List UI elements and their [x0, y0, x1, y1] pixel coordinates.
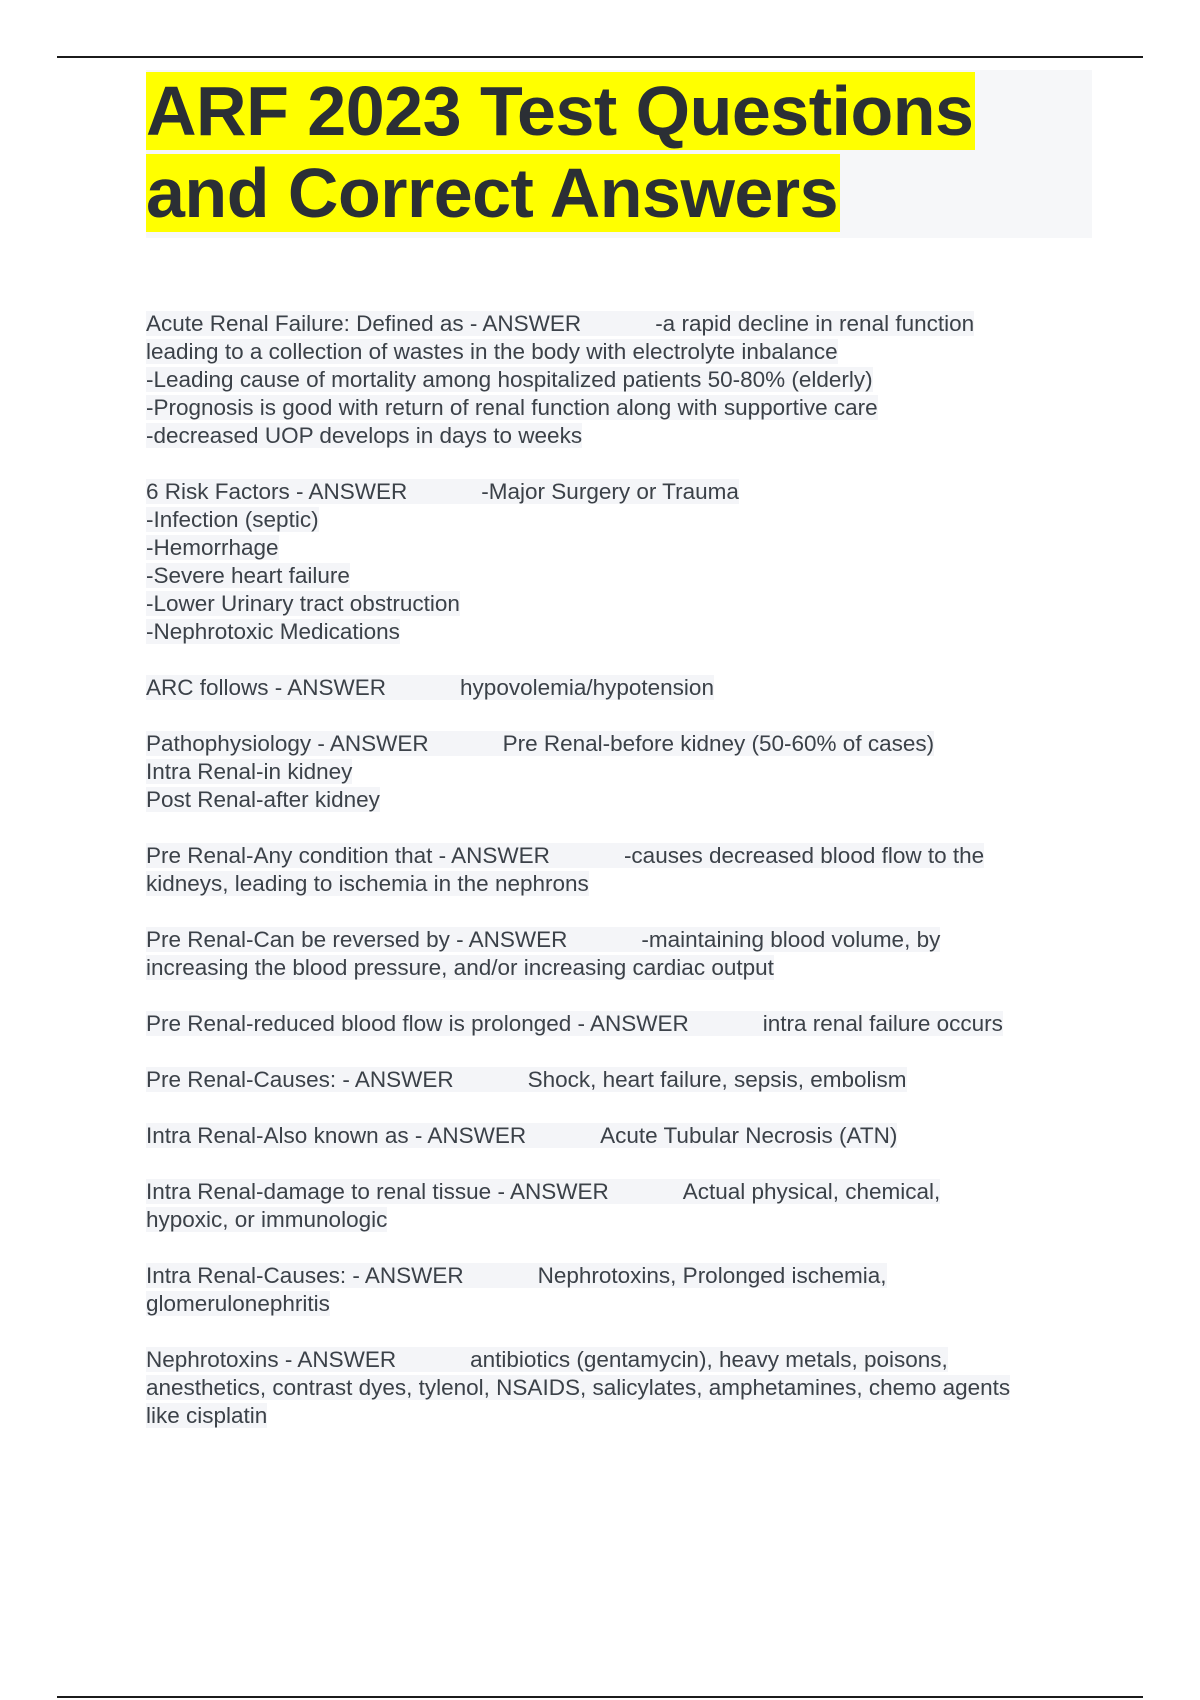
qa-line: [146, 310, 1106, 338]
question-text: 6 Risk Factors - ANSWER: [146, 479, 408, 504]
qa-item: [146, 478, 1106, 646]
qa-line: [146, 366, 1106, 394]
qa-line: [146, 1122, 1106, 1150]
qa-line: [146, 842, 1106, 870]
answer-text: Pre Renal-before kidney (50-60% of cases): [502, 731, 935, 756]
qa-line: [146, 478, 1106, 506]
answer-text: anesthetics, contrast dyes, tylenol, NSAIDS, salicylates, amphetamines, chemo agents: [146, 1375, 1011, 1400]
title-line-2: and Correct Answers: [146, 154, 839, 232]
answer-text: -Major Surgery or Trauma: [481, 479, 739, 504]
question-text: Pre Renal-Any condition that - ANSWER: [146, 843, 550, 868]
answer-text: Actual physical, chemical,: [682, 1179, 941, 1204]
answer-text: Acute Tubular Necrosis (ATN): [600, 1123, 898, 1148]
answer-text: -Infection (septic): [146, 507, 319, 532]
answer-text: kidneys, leading to ischemia in the nephrons: [146, 871, 589, 896]
qa-item: [146, 674, 1106, 702]
answer-text: -Severe heart failure: [146, 563, 350, 588]
qa-line: [146, 926, 1106, 954]
qa-line: [146, 1066, 1106, 1094]
qa-line: [146, 1402, 1106, 1430]
qa-line: [146, 618, 1106, 646]
answer-text: Post Renal-after kidney: [146, 787, 380, 812]
qa-item: [146, 730, 1106, 814]
question-text: Intra Renal-Also known as - ANSWER: [146, 1123, 527, 1148]
qa-list: [146, 310, 1106, 1458]
answer-text: increasing the blood pressure, and/or increasing cardiac output: [146, 955, 774, 980]
qa-item: [146, 1262, 1106, 1318]
qa-line: [146, 506, 1106, 534]
answer-text: -Hemorrhage: [146, 535, 279, 560]
page-title: [146, 70, 1092, 234]
question-text: Pre Renal-Can be reversed by - ANSWER: [146, 927, 568, 952]
top-divider: [57, 56, 1143, 58]
qa-line: [146, 338, 1106, 366]
qa-line: [146, 730, 1106, 758]
qa-line: [146, 422, 1106, 450]
answer-text: antibiotics (gentamycin), heavy metals, poisons,: [470, 1347, 948, 1372]
qa-line: [146, 534, 1106, 562]
answer-text: leading to a collection of wastes in the body with electrolyte inbalance: [146, 339, 838, 364]
answer-text: -a rapid decline in renal function: [655, 311, 975, 336]
answer-text: -decreased UOP develops in days to weeks: [146, 423, 583, 448]
qa-line: [146, 394, 1106, 422]
title-line-1: ARF 2023 Test Questions: [146, 72, 974, 150]
answer-text: -Prognosis is good with return of renal function along with supportive care: [146, 395, 878, 420]
answer-text: -Leading cause of mortality among hospitalized patients 50-80% (elderly): [146, 367, 873, 392]
title-block: [146, 70, 1092, 238]
answer-text: intra renal failure occurs: [762, 1011, 1003, 1036]
qa-item: [146, 1122, 1106, 1150]
qa-line: [146, 562, 1106, 590]
answer-text: Shock, heart failure, sepsis, embolism: [527, 1067, 907, 1092]
qa-line: [146, 1346, 1106, 1374]
qa-item: [146, 842, 1106, 898]
qa-item: [146, 1066, 1106, 1094]
answer-text: Nephrotoxins, Prolonged ischemia,: [537, 1263, 887, 1288]
answer-text: -Nephrotoxic Medications: [146, 619, 400, 644]
qa-line: [146, 1290, 1106, 1318]
answer-text: Intra Renal-in kidney: [146, 759, 353, 784]
question-text: Intra Renal-damage to renal tissue - ANSWER: [146, 1179, 609, 1204]
question-text: Pathophysiology - ANSWER: [146, 731, 429, 756]
qa-item: [146, 310, 1106, 450]
question-text: Acute Renal Failure: Defined as - ANSWER: [146, 311, 582, 336]
answer-text: hypoxic, or immunologic: [146, 1207, 388, 1232]
qa-line: [146, 1178, 1106, 1206]
answer-text: -Lower Urinary tract obstruction: [146, 591, 460, 616]
qa-line: [146, 1010, 1106, 1038]
qa-line: [146, 954, 1106, 982]
answer-text: like cisplatin: [146, 1403, 268, 1428]
qa-line: [146, 870, 1106, 898]
qa-item: [146, 1010, 1106, 1038]
question-text: Nephrotoxins - ANSWER: [146, 1347, 397, 1372]
answer-text: -causes decreased blood flow to the: [623, 843, 985, 868]
qa-line: [146, 674, 1106, 702]
qa-line: [146, 758, 1106, 786]
qa-line: [146, 1262, 1106, 1290]
qa-line: [146, 786, 1106, 814]
question-text: Intra Renal-Causes: - ANSWER: [146, 1263, 464, 1288]
question-text: Pre Renal-reduced blood flow is prolonged - ANSWER: [146, 1011, 689, 1036]
question-text: ARC follows - ANSWER: [146, 675, 387, 700]
qa-item: [146, 926, 1106, 982]
qa-line: [146, 1206, 1106, 1234]
qa-line: [146, 1374, 1106, 1402]
answer-text: -maintaining blood volume, by: [641, 927, 941, 952]
qa-item: [146, 1346, 1106, 1430]
qa-item: [146, 1178, 1106, 1234]
answer-text: glomerulonephritis: [146, 1291, 330, 1316]
bottom-divider: [57, 1696, 1143, 1698]
qa-line: [146, 590, 1106, 618]
question-text: Pre Renal-Causes: - ANSWER: [146, 1067, 454, 1092]
answer-text: hypovolemia/hypotension: [460, 675, 714, 700]
